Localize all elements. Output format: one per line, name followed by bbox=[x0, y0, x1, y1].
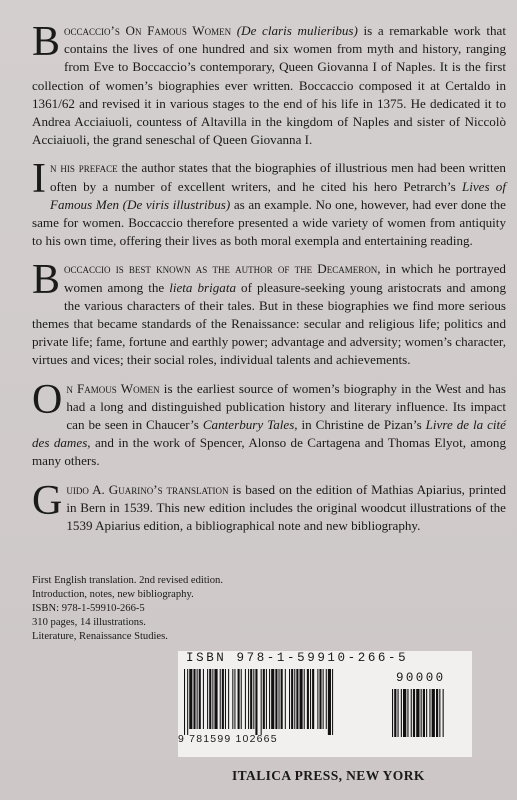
addon-barcode-bar bbox=[394, 689, 396, 737]
book-details bbox=[32, 574, 223, 644]
italic-title-text: (De claris mulieribus) bbox=[231, 23, 358, 38]
italic-title-text: Canterbury Tales, bbox=[202, 417, 298, 433]
edition-line: First English translation. 2nd revised edition. bbox=[32, 575, 223, 586]
pages-line: 310 pages, 14 illustrations. bbox=[32, 616, 146, 628]
barcode-bar bbox=[238, 669, 240, 729]
barcode-bar bbox=[307, 669, 309, 729]
barcode-bar bbox=[207, 669, 208, 729]
barcode-bar bbox=[203, 669, 204, 729]
barcode-bar bbox=[193, 669, 195, 729]
addon-barcode-bar bbox=[407, 689, 408, 737]
barcode-bar bbox=[291, 669, 293, 729]
drop-cap: B bbox=[32, 19, 61, 65]
barcode-bar bbox=[241, 669, 242, 729]
lead-in-text: n his preface bbox=[50, 160, 118, 176]
body-text: in Christine de Pizan’s bbox=[297, 417, 426, 433]
addon-barcode-bar bbox=[439, 689, 440, 737]
lead-in-text: On Famous Women bbox=[125, 23, 232, 38]
barcode-bar bbox=[232, 669, 233, 729]
barcode-bar bbox=[328, 669, 331, 735]
body-text: the author states that the biographies of illustrious men had been written often by a number of excellent writers, and he cited his hero Petrarch’s bbox=[50, 160, 506, 194]
barcode-bar bbox=[296, 669, 298, 729]
barcode-bar bbox=[300, 669, 303, 729]
barcode-bar bbox=[326, 669, 327, 729]
barcode-bar bbox=[323, 669, 324, 729]
addon-barcode-bar bbox=[443, 689, 444, 737]
subject-line: Literature, Renaissance Studies. bbox=[32, 630, 168, 642]
paragraph-preface bbox=[32, 156, 506, 250]
body-text: is based on the edition of Mathias Apiarius, printed in Bern in 1539. This new edition includes the original woodcut illustrations of the 1539 Apiarius edition, a bibliographical note and new bibliography. bbox=[66, 481, 506, 534]
italic-title-text: Lives of Famous Men (De viris illustribus) bbox=[50, 178, 506, 212]
ean-barcode-bars bbox=[184, 669, 388, 735]
barcode-bar bbox=[285, 669, 286, 729]
barcode-bar bbox=[248, 669, 249, 729]
description-text bbox=[32, 19, 507, 545]
barcode-bar bbox=[245, 669, 246, 729]
drop-cap: G bbox=[32, 477, 63, 524]
barcode-bar bbox=[310, 669, 311, 729]
paragraph-influence bbox=[32, 376, 507, 471]
addon-barcode-bar bbox=[398, 689, 399, 737]
paragraph-decameron bbox=[32, 257, 507, 369]
lead-in-text: occaccio is best known as the author of the Decameron bbox=[64, 261, 378, 277]
contents-line: Introduction, notes, new bibliography. bbox=[32, 588, 194, 600]
barcode-bar bbox=[214, 669, 217, 729]
body-text: is the earliest source of women’s biography in the West and has had a long and distinguished publication history and literary influence. Its impact can be seen in Chaucer’s bbox=[66, 380, 506, 433]
addon-barcode-bar bbox=[423, 689, 425, 737]
barcode-bar bbox=[187, 669, 188, 735]
addon-barcode-bar bbox=[426, 689, 427, 737]
barcode-bar bbox=[266, 669, 267, 729]
barcode bbox=[178, 651, 472, 757]
barcode-bar bbox=[271, 669, 274, 729]
barcode-bar bbox=[275, 669, 277, 729]
barcode-bar bbox=[317, 669, 318, 729]
addon-barcode-bars bbox=[392, 689, 466, 737]
barcode-ean-digits: 9 781599 102665 bbox=[178, 733, 278, 745]
addon-barcode-bar bbox=[392, 689, 393, 737]
drop-cap: B bbox=[32, 257, 61, 304]
body-text: , in which he portrayed women among the bbox=[64, 261, 506, 295]
italic-title-text: Livre de la cité des dames, bbox=[32, 417, 506, 451]
addon-barcode-bar bbox=[401, 689, 402, 737]
barcode-isbn-label: ISBN 978-1-59910-266-5 bbox=[186, 651, 409, 665]
body-text: of pleasure-seeking young aristocrats and among the various characters of their tales. But in these biographies we find more serious themes that became standards of the Renaissance: secular and religious life; politics and private life; fame, fortune and earthly power; advantage and adversity; women’s character, virtues and vices; their social roles, individual talents and achievements. bbox=[32, 279, 507, 368]
barcode-bar bbox=[225, 669, 226, 729]
barcode-bar bbox=[281, 669, 283, 729]
paragraph-intro bbox=[32, 19, 506, 149]
barcode-bar bbox=[261, 669, 262, 735]
barcode-bar bbox=[189, 669, 192, 729]
barcode-bar bbox=[319, 669, 321, 729]
barcode-addon-digits: 90000 bbox=[396, 671, 446, 685]
paragraph-translation bbox=[32, 477, 506, 536]
isbn-line: ISBN: 978-1-59910-266-5 bbox=[32, 602, 145, 614]
barcode-bar bbox=[197, 669, 198, 729]
barcode-bar bbox=[222, 669, 224, 729]
addon-barcode-bar bbox=[411, 689, 412, 737]
barcode-bar bbox=[199, 669, 201, 729]
italic-title-text: lieta brigata bbox=[169, 279, 237, 295]
barcode-bar bbox=[269, 669, 270, 729]
barcode-bar bbox=[220, 669, 221, 729]
addon-barcode-bar bbox=[421, 689, 422, 737]
body-text: is a remarkable work that contains the lives of one hundred and six women from myth and history, ranging from Eve to Boccaccio’s contemporary, Queen Giovanna I of Naples. It is the first collection of women’s biographies ever written. Boccaccio composed it at Certaldo in 1361/62 and revised it in various stages to the end of his life in 1375. He dedicated it to Andrea Acciaiuoli, countess of Altavilla in the kingdom of Naples and sister of Niccolò Acciaiuoli, the grand seneschal of Queen Giovanna I. bbox=[32, 23, 506, 148]
drop-cap: I bbox=[32, 156, 46, 203]
barcode-bar bbox=[212, 669, 213, 729]
drop-cap: O bbox=[32, 376, 63, 423]
barcode-bar bbox=[289, 669, 290, 729]
addon-barcode-bar bbox=[416, 689, 419, 737]
barcode-bar bbox=[255, 669, 257, 735]
lead-in-text: n Famous Women bbox=[66, 380, 160, 396]
addon-barcode-bar bbox=[436, 689, 438, 737]
body-text: and in the work of Spencer, Alonso de Cartagena and Thomas Elyot, among many others. bbox=[32, 435, 507, 469]
barcode-bar bbox=[253, 669, 254, 729]
addon-barcode-bar bbox=[403, 689, 406, 737]
barcode-bar bbox=[184, 669, 185, 735]
barcode-bar bbox=[209, 669, 211, 729]
barcode-bar bbox=[279, 669, 280, 729]
barcode-bar bbox=[234, 669, 235, 729]
barcode-bar bbox=[228, 669, 229, 729]
barcode-bar bbox=[294, 669, 295, 729]
addon-barcode-bar bbox=[413, 689, 415, 737]
barcode-bar bbox=[312, 669, 314, 729]
barcode-bar bbox=[250, 669, 252, 729]
barcode-bar bbox=[332, 669, 333, 735]
lead-in-text: uido A. Guarino’s translation bbox=[66, 481, 229, 497]
addon-barcode-bar bbox=[432, 689, 435, 737]
body-text: as an example. No one, however, had ever done the same for women. Boccaccio therefore presented a wide variety of women from antiquity to his own time, offering their lives as both moral exempla and entertaining reading. bbox=[32, 196, 506, 249]
barcode-bar bbox=[304, 669, 305, 729]
barcode-bar bbox=[263, 669, 265, 729]
lead-in-text: occaccio’s bbox=[64, 23, 126, 38]
addon-barcode-bar bbox=[429, 689, 430, 737]
publisher-name: ITALICA PRESS, NEW YORK bbox=[232, 768, 425, 783]
